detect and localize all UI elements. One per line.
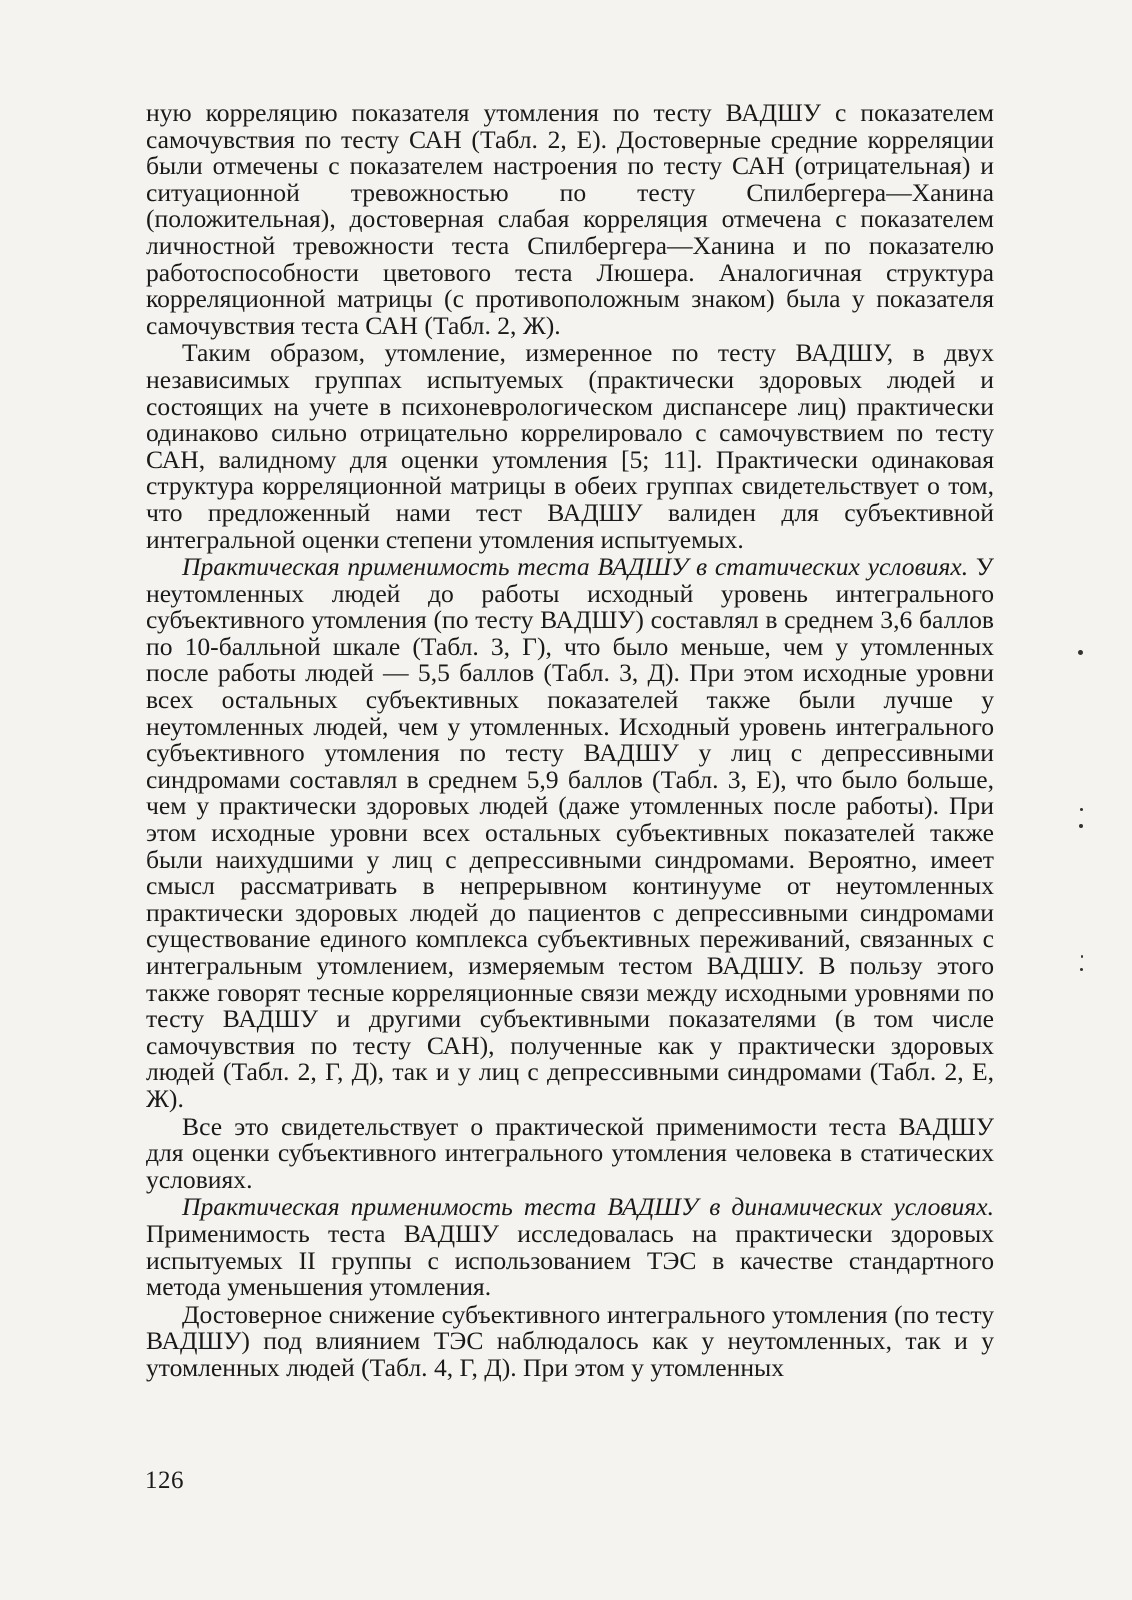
scan-speck <box>1080 968 1083 971</box>
body-text <box>146 100 994 1382</box>
page-number: 126 <box>145 1467 184 1494</box>
section-heading-dynamic: Практическая применимость теста ВАДШУ в динамических условиях. <box>182 1192 994 1222</box>
scan-speck <box>1081 955 1083 958</box>
paragraph-1-text: ную корреляцию показателя утомления по тесту ВАДШУ с показателем самочувствия по тесту САН (Табл. 2, Е). Достоверные средние корреляции были отмечены с показателем настроения по тесту САН (отрицательная) и ситуационной тревожностью по тесту Спилбергера—Ханина (положительная), достоверная слабая корреляция отмечена с показателем личностной тревожности теста Спилбергера—Ханина и по показателю работоспособности цветового теста Люшера. Аналогичная структура корреляционной матрицы (с противоположным знаком) была у показателя самочувствия теста САН (Табл. 2, Ж). <box>146 98 994 340</box>
paragraph-5-text: Применимость теста ВАДШУ исследовалась на практически здоровых испытуемых II группы с использованием ТЭС в качестве стандартного метода уменьшения утомления. <box>146 1218 994 1302</box>
paragraph-6-text: Достоверное снижение субъективного интегрального утомления (по тесту ВАДШУ) под влиянием ТЭС наблюдалось как у неутомленных, так и у утомленных людей (Табл. 4, Г, Д). При этом у утомленных <box>146 1299 994 1382</box>
paragraph-5 <box>146 1194 994 1300</box>
section-heading-static: Практическая применимость теста ВАДШУ в статических условиях. <box>182 552 976 582</box>
scan-speck <box>1080 808 1083 811</box>
scan-speck <box>1078 650 1083 655</box>
paragraph-4-text: Все это свидетельствует о практической применимости теста ВАДШУ для оценки субъективного интегрального утомления человека в статических условиях. <box>146 1111 994 1194</box>
scan-speck <box>1079 824 1083 828</box>
paragraph-3 <box>146 554 994 1112</box>
paragraph-1 <box>146 100 994 339</box>
paragraph-4 <box>146 1111 994 1194</box>
paragraph-3-text: У неутомленных людей до работы исходный уровень интегрального субъективного утомления (по тесту ВАДШУ) составлял в среднем 3,6 баллов по 10-балльной шкале (Табл. 3, Г), что было меньше, чем у утомленных после работы людей — 5,5 баллов (Табл. 3, Д). При этом исходные уровни всех остальных субъективных показателей также были лучше у неутомленных людей, чем у утомленных. Исходный уровень интегрального субъективного утомления по тесту ВАДШУ у лиц с депрессивными синдромами составлял в среднем 5,9 баллов (Табл. 3, Е), что было больше, чем у практически здоровых людей (даже утомленных после работы). При этом исходные уровни всех остальных субъективных показателей также были наихудшими у лиц с депрессивными синдромами. Вероятно, имеет смысл рассматривать в непрерывном континууме от неутомленных практически здоровых людей до пациентов с депрессивными синдромами существование единого комплекса субъективных переживаний, связанных с интегральным утомлением, измеряемым тестом ВАДШУ. В пользу этого также говорят тесные корреляционные связи между исходными уровнями по тесту ВАДШУ и другими субъективными показателями (в том числе самочувствия по тесту САН), полученные как у практически здоровых людей (Табл. 2, Г, Д), так и у лиц с депрессивными синдромами (Табл. 2, Е, Ж). <box>146 552 994 1113</box>
paragraph-6 <box>146 1299 994 1382</box>
paragraph-2 <box>146 340 994 553</box>
paragraph-2-text: Таким образом, утомление, измеренное по тесту ВАДШУ, в двух независимых группах испытуемых (практически здоровых людей и состоящих на учете в психоневрологическом диспансере лиц) практически одинаково сильно отрицательно коррелировало с самочувствием по тесту САН, валидному для оценки утомления [5; 11]. Практически одинаковая структура корреляционной матрицы в обеих группах свидетельствует о том, что предложенный нами тест ВАДШУ валиден для субъективной интегральной оценки степени утомления испытуемых. <box>146 338 994 554</box>
